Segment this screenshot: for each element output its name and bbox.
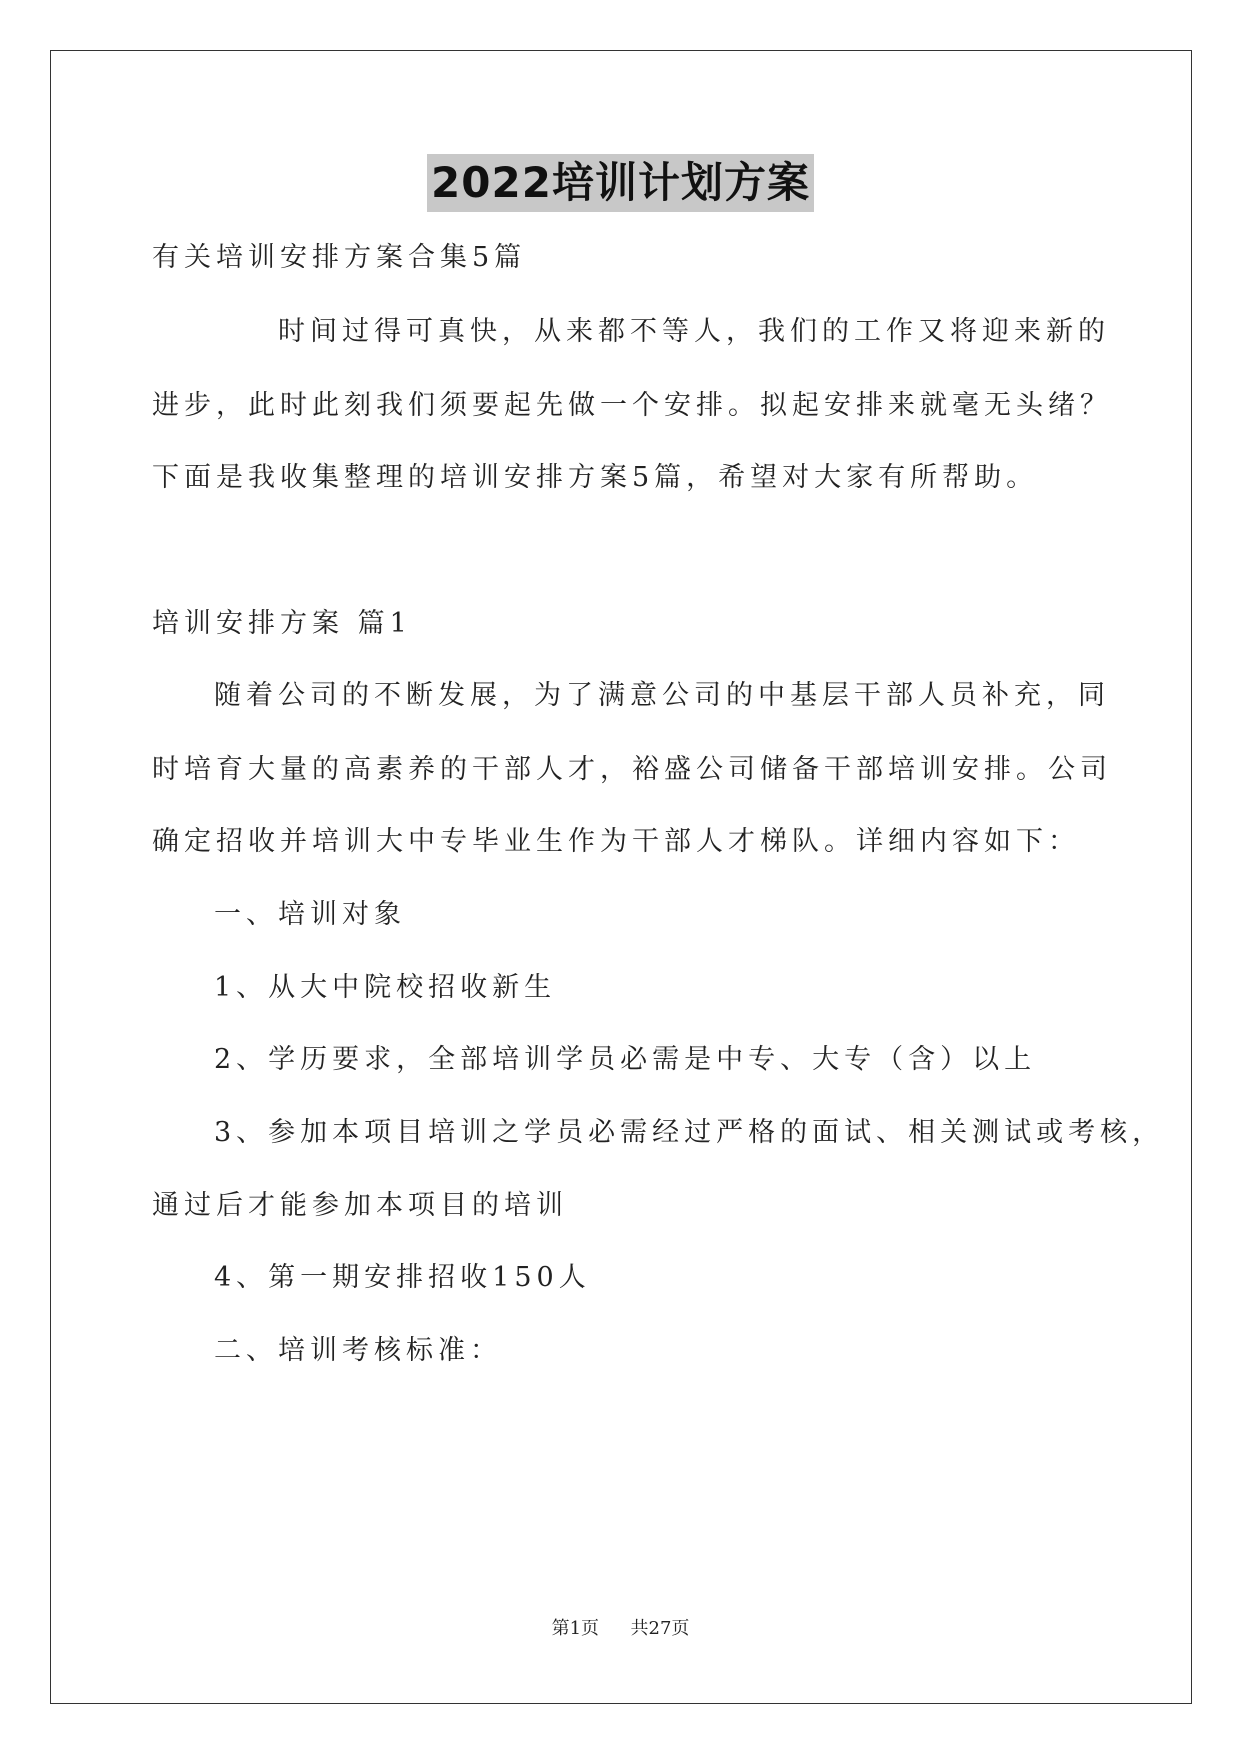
list-item-1: 1、从大中院校招收新生 (214, 972, 557, 1003)
list-heading-2: 二、培训考核标准： (214, 1335, 502, 1366)
page-footer (0, 1616, 1241, 1642)
list-item-2: 2、学历要求，全部培训学员必需是中专、大专（含）以上 (214, 1044, 1037, 1075)
intro-line-1: 时间过得可真快，从来都不等人，我们的工作又将迎来新的 (278, 316, 1110, 347)
paragraph-line-2: 时培育大量的高素养的干部人才，裕盛公司储备干部培训安排。公司 (152, 754, 1112, 785)
paragraph-line-1: 随着公司的不断发展，为了满意公司的中基层干部人员补充，同 (214, 680, 1110, 711)
intro-line-3: 下面是我收集整理的培训安排方案5篇，希望对大家有所帮助。 (152, 462, 1039, 493)
title-container (0, 154, 1241, 212)
document-title: 2022培训计划方案 (427, 154, 814, 212)
list-item-3-continued: 通过后才能参加本项目的培训 (152, 1190, 568, 1221)
page-total: 共27页 (630, 1618, 690, 1639)
list-heading-1: 一、培训对象 (214, 899, 406, 930)
list-item-3: 3、参加本项目培训之学员必需经过严格的面试、相关测试或考核， (214, 1117, 1165, 1148)
subtitle-line: 有关培训安排方案合集5篇 (152, 242, 527, 273)
page-number: 第1页 (551, 1618, 600, 1639)
page-border (50, 50, 1192, 1704)
intro-line-2: 进步，此时此刻我们须要起先做一个安排。拟起安排来就毫无头绪？ (152, 390, 1112, 421)
list-item-4: 4、第一期安排招收150人 (214, 1262, 591, 1293)
paragraph-line-3: 确定招收并培训大中专毕业生作为干部人才梯队。详细内容如下： (152, 826, 1080, 857)
section-heading: 培训安排方案 篇1 (152, 608, 412, 639)
